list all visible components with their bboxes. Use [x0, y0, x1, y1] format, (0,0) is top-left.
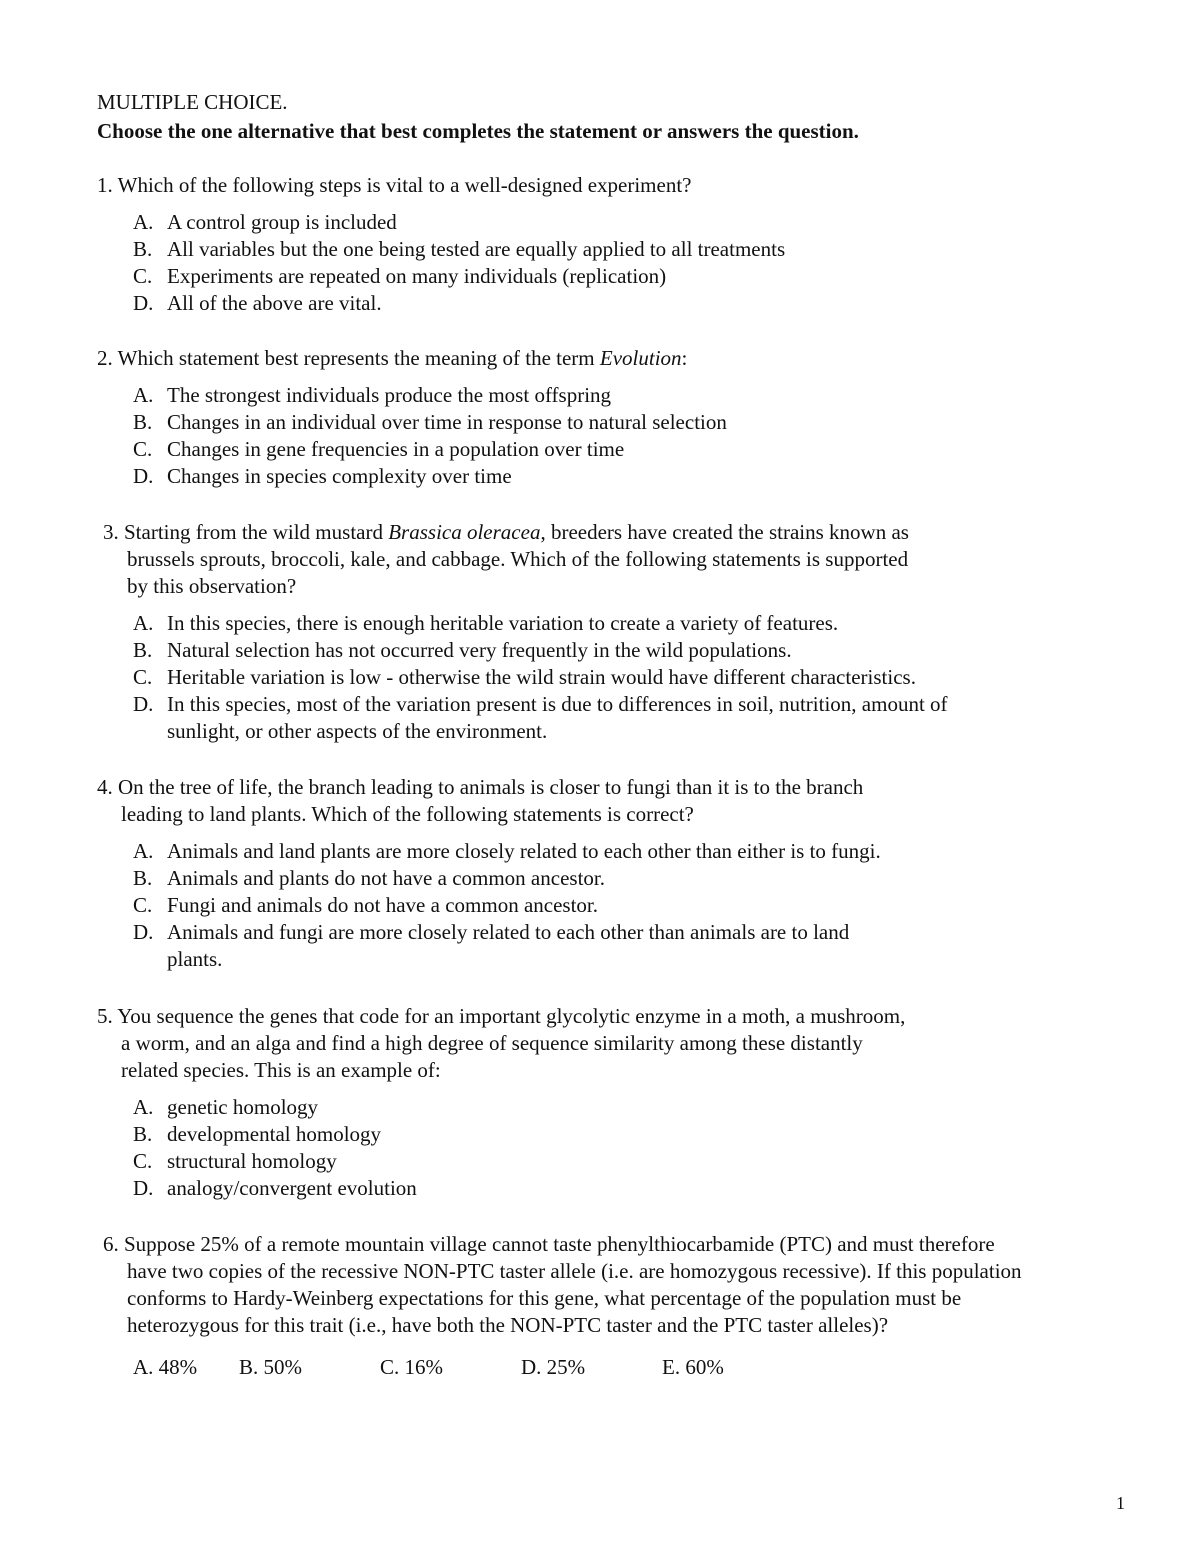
question-6 — [103, 1231, 1163, 1381]
choice-c[interactable]: C. Changes in gene frequencies in a population over time — [133, 437, 625, 461]
question-stem: 4. On the tree of life, the branch leading to animals is closer to fungi than it is to the branch leading to land plants. Which of the following statements is correct? — [97, 775, 864, 826]
choice-c[interactable]: C. structural homology — [133, 1149, 337, 1173]
choice-d[interactable]: D. analogy/convergent evolution — [133, 1176, 417, 1200]
question-2 — [97, 345, 1147, 490]
choice-list — [97, 1094, 1147, 1202]
choice-a[interactable]: A. 48% — [133, 1355, 198, 1379]
choice-list — [97, 838, 1147, 973]
section-heading: MULTIPLE CHOICE. — [97, 90, 288, 114]
choice-a[interactable]: A. The strongest individuals produce the most offspring — [133, 383, 612, 407]
choice-d[interactable]: D. Changes in species complexity over time — [133, 464, 512, 488]
choice-d[interactable]: D. In this species, most of the variation present is due to differences in soil, nutrition, amount of sunlight, or other aspects of the environment. — [133, 692, 948, 743]
choice-a[interactable]: A. genetic homology — [133, 1095, 319, 1119]
question-4 — [97, 774, 1147, 973]
choice-d[interactable]: D. All of the above are vital. — [133, 291, 382, 315]
question-number: 4. — [97, 775, 113, 799]
instructions: Choose the one alternative that best completes the statement or answers the question. — [97, 119, 859, 143]
question-stem: 5. You sequence the genes that code for an important glycolytic enzyme in a moth, a mushroom, a worm, and an alga and find a high degree of sequence similarity among these distantly related species. This is an example of: — [97, 1004, 906, 1082]
question-number: 2. — [97, 346, 113, 370]
question-stem — [97, 172, 1147, 199]
choice-b[interactable]: B. developmental homology — [133, 1122, 382, 1146]
choice-d[interactable]: D. 25% — [521, 1355, 586, 1379]
choice-e[interactable]: E. 60% — [662, 1355, 724, 1379]
question-5 — [97, 1003, 1147, 1202]
question-number: 1. — [97, 173, 113, 197]
choice-b[interactable]: B. Animals and plants do not have a common ancestor. — [133, 866, 605, 890]
page-number: 1 — [1116, 1493, 1125, 1513]
choice-b[interactable]: B. Natural selection has not occurred very frequently in the wild populations. — [133, 638, 792, 662]
choice-list — [97, 382, 1147, 490]
choice-b[interactable]: B. 50% — [239, 1355, 302, 1379]
choice-c[interactable]: C. Fungi and animals do not have a common ancestor. — [133, 893, 598, 917]
choice-c[interactable]: C. Experiments are repeated on many individuals (replication) — [133, 264, 667, 288]
question-3 — [103, 519, 1153, 745]
inline-choice-list — [103, 1353, 1163, 1381]
question-number: 3. — [103, 520, 119, 544]
choice-a[interactable]: A. In this species, there is enough heritable variation to create a variety of features. — [133, 611, 839, 635]
choice-b[interactable]: B. All variables but the one being tested are equally applied to all treatments — [133, 237, 786, 261]
question-stem: 3. Starting from the wild mustard Brassica oleracea, breeders have created the strains known as brussels sprouts, broccoli, kale, and cabbage. Which of the following statements is supported by this observation? — [103, 520, 909, 598]
choice-a[interactable]: A. Animals and land plants are more closely related to each other than either is to fungi. — [133, 839, 881, 863]
choice-d[interactable]: D. Animals and fungi are more closely related to each other than animals are to land plants. — [133, 920, 850, 971]
question-stem: 6. Suppose 25% of a remote mountain village cannot taste phenylthiocarbamide (PTC) and must therefore have two copies of the recessive NON-PTC taster allele (i.e. are homozygous recessive). If this population conforms to Hardy-Weinberg expectations for this gene, what percentage of the population must be heterozygous for this trait (i.e., have both the NON-PTC taster and the PTC taster alleles)? — [103, 1232, 1022, 1337]
choice-a[interactable]: A. A control group is included — [133, 210, 397, 234]
choice-list — [97, 209, 1147, 317]
question-1 — [97, 172, 1147, 317]
question-number: 6. — [103, 1232, 119, 1256]
choice-list — [97, 610, 1153, 745]
choice-c[interactable]: C. 16% — [380, 1355, 443, 1379]
question-number: 5. — [97, 1004, 113, 1028]
choice-b[interactable]: B. Changes in an individual over time in response to natural selection — [133, 410, 727, 434]
choice-c[interactable]: C. Heritable variation is low - otherwise the wild strain would have different characteristics. — [133, 665, 916, 689]
question-stem: 2. Which statement best represents the meaning of the term Evolution: — [97, 346, 688, 370]
question-text: Which of the following steps is vital to a well-designed experiment? — [117, 173, 692, 197]
